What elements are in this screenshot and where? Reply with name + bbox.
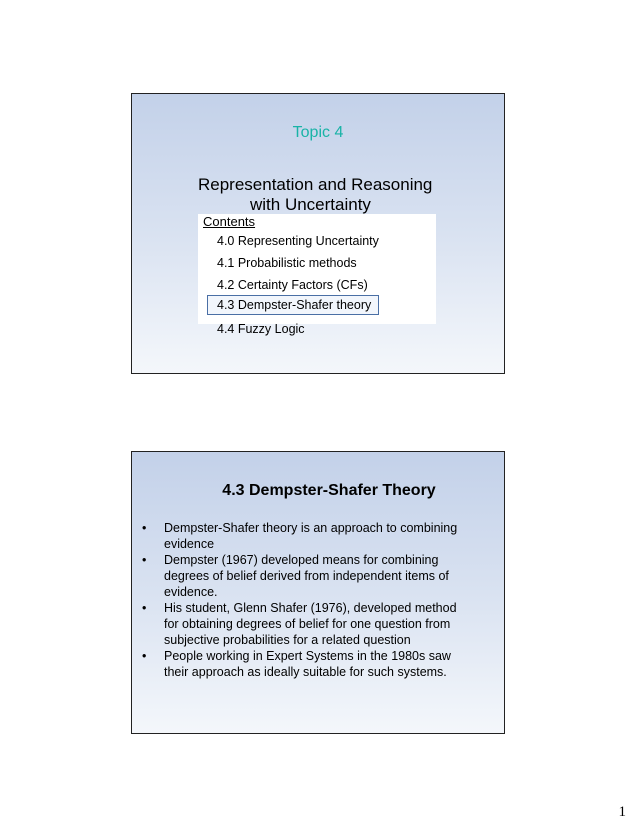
bullet-line: evidence [164,537,215,551]
topic-heading: Topic 4 [292,124,344,141]
bullet-line: subjective probabilities for a related question [164,633,411,647]
contents-item: 4.0 Representing Uncertainty [217,234,379,248]
contents-header: Contents [203,214,256,229]
bullet-line: degrees of belief derived from independent items of [164,569,449,583]
bullet-item [132,520,484,552]
bullet-line: for obtaining degrees of belief for one question from [164,617,451,631]
bullet-line: Dempster (1967) developed means for combining [164,553,439,567]
slide-title: 4.3 Dempster-Shafer Theory [222,482,436,499]
bullet-line: their approach as ideally suitable for such systems. [164,665,447,679]
bullet-line: evidence. [164,585,218,599]
contents-box [198,214,436,336]
title-line-1: Representation and Reasoning [198,175,433,194]
bullet-item [132,552,484,600]
slide-dempster-shafer [131,451,505,734]
bullet-list [132,520,484,680]
contents-item: 4.4 Fuzzy Logic [217,322,305,336]
bullet-item [132,648,484,680]
bullet-line: Dempster-Shafer theory is an approach to combining [164,521,458,535]
bullet-line: People working in Expert Systems in the 1980s saw [164,649,451,663]
contents-item: 4.2 Certainty Factors (CFs) [217,278,368,292]
bullet-icon: • [142,553,147,567]
bullet-icon: • [142,521,147,535]
page-number: 1 [618,804,626,820]
bullet-icon: • [142,601,147,615]
title-line-2: with Uncertainty [250,195,371,214]
bullet-icon: • [142,649,147,663]
bullet-item [132,600,484,648]
contents-item: 4.1 Probabilistic methods [217,256,357,270]
contents-item-highlighted: 4.3 Dempster-Shafer theory [207,295,379,315]
slide-topic-4 [131,93,505,374]
bullet-line: His student, Glenn Shafer (1976), developed method [164,601,457,615]
